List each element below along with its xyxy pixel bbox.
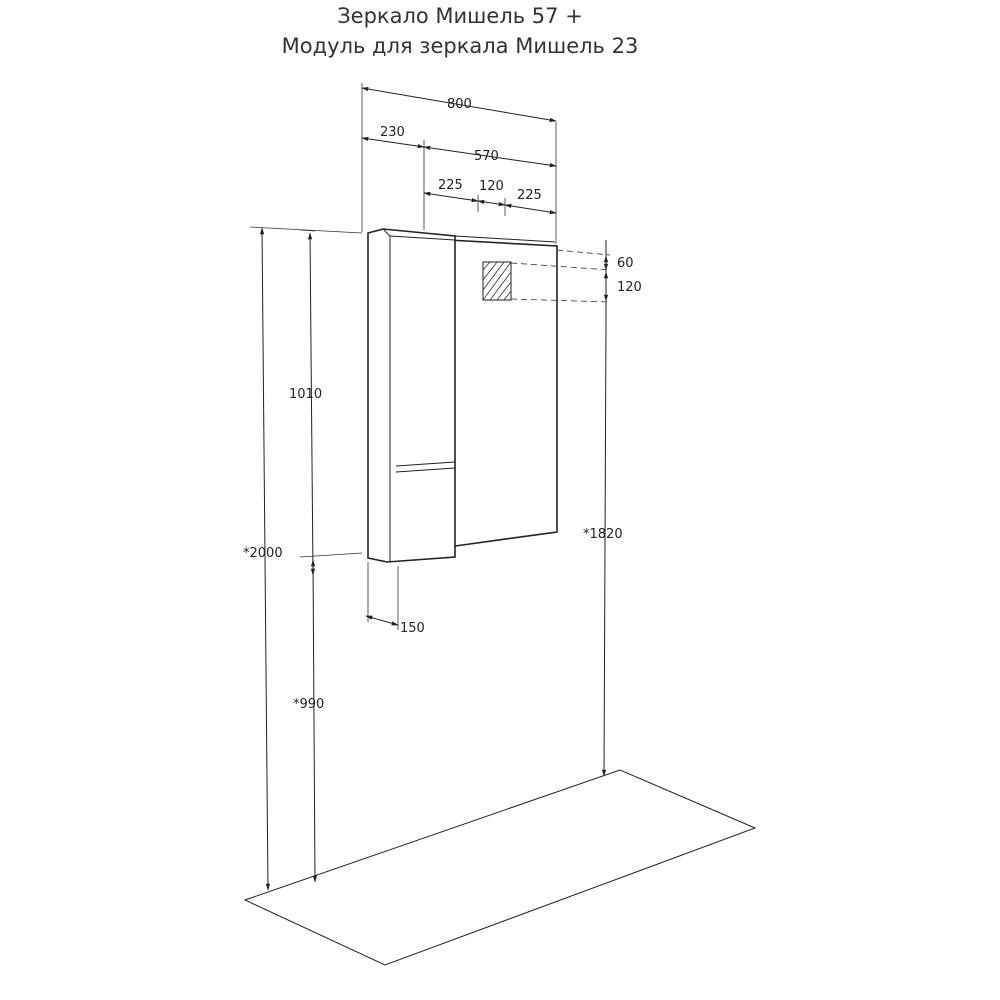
dimension-mirror-width [424, 147, 556, 166]
dim-label-2000: *2000 [243, 546, 283, 561]
dim-label-120-width: 120 [479, 179, 504, 194]
dim-label-150: 150 [400, 621, 425, 636]
dim-label-225-left: 225 [438, 178, 463, 193]
title-line-1: Зеркало Мишель 57 + [337, 4, 583, 28]
side-module [368, 229, 455, 562]
dim-label-990: *990 [293, 697, 325, 712]
mirror-cabinet [448, 236, 557, 547]
dim-label-1010: 1010 [289, 387, 323, 402]
dimension-total-width [362, 83, 556, 244]
dim-label-60: 60 [617, 256, 634, 271]
dim-label-225-right: 225 [517, 188, 542, 203]
dimension-depth [366, 562, 425, 636]
dimension-socket-position [424, 178, 556, 216]
floor-plane [245, 770, 755, 965]
dimension-module-width [362, 125, 424, 230]
dim-label-120-height: 120 [617, 280, 642, 295]
dim-label-1820: *1820 [583, 527, 623, 542]
dim-label-230: 230 [380, 125, 405, 140]
title-line-2: Модуль для зеркала Мишель 23 [281, 34, 639, 58]
dim-label-800: 800 [447, 97, 472, 112]
dimension-left-verticals [243, 227, 362, 890]
dim-label-570: 570 [474, 149, 499, 164]
dimension-floor-to-top [583, 318, 623, 776]
